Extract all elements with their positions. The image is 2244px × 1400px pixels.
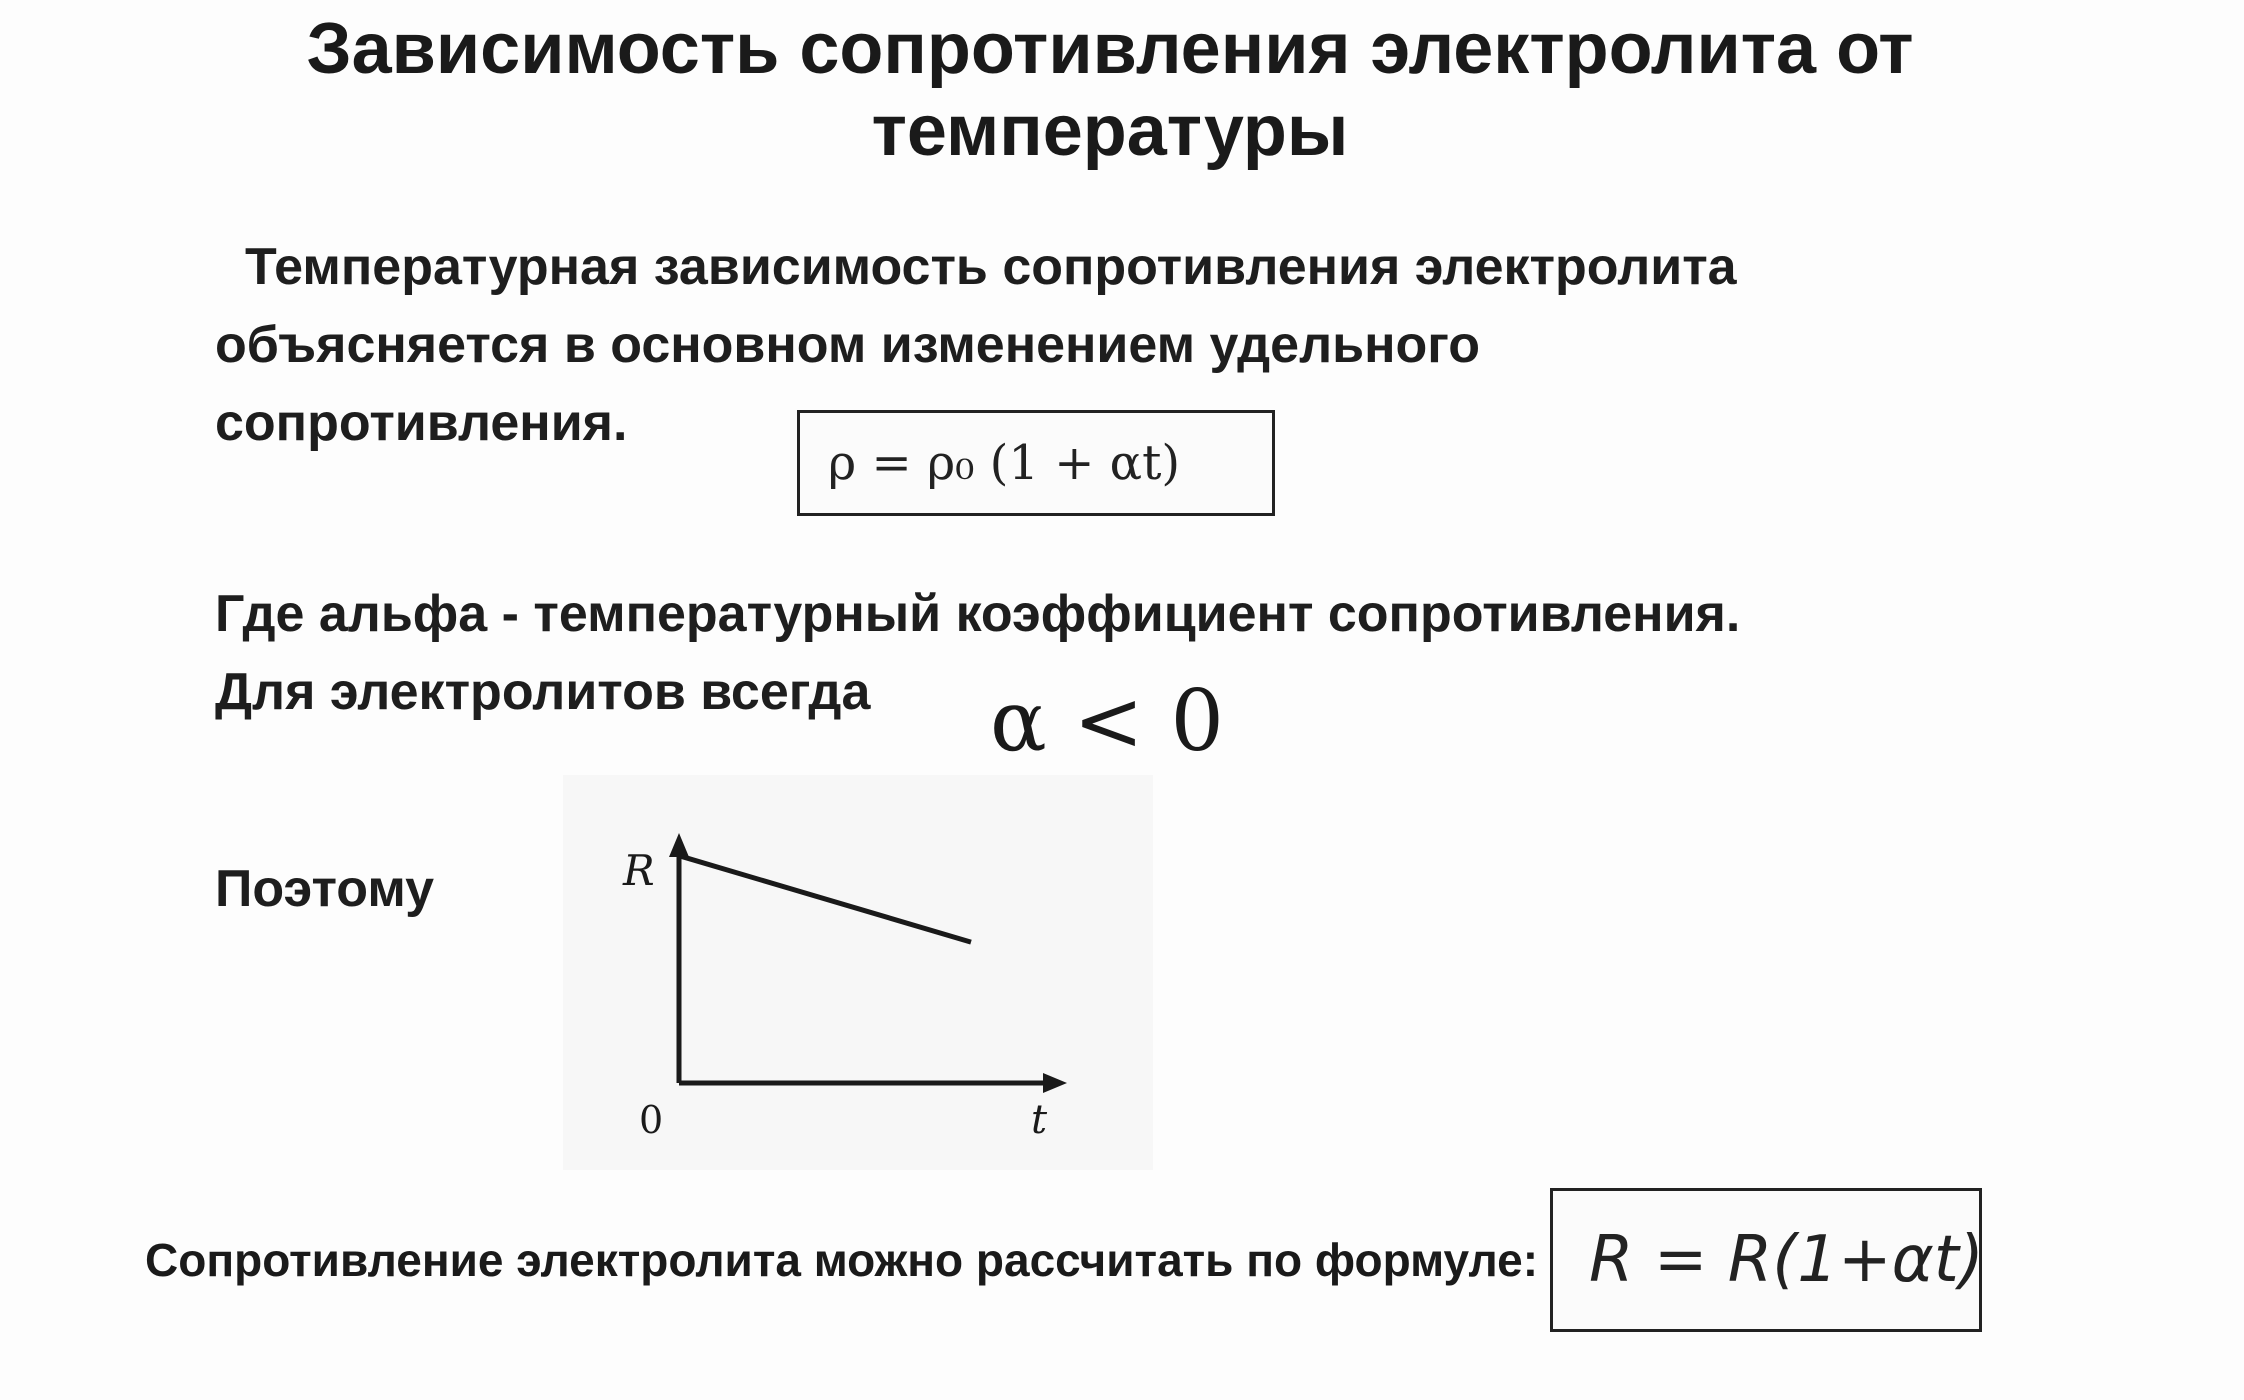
resistance-formula-box [1550, 1188, 1982, 1332]
origin-label: 0 [639, 1098, 664, 1142]
y-axis-label: R [623, 846, 655, 895]
slide-title [140, 8, 2080, 172]
resistivity-formula-box [797, 410, 1275, 516]
x-axis-label: t [1031, 1097, 1048, 1143]
y-axis-arrow [669, 833, 689, 857]
resistance-formula: R = R(1+αt) [1589, 1223, 1984, 1297]
graph-svg [563, 775, 1153, 1170]
alpha-inequality: α < 0 [990, 672, 1224, 770]
series-layer [679, 856, 971, 942]
alpha-line-2: Для электролитов всегда [215, 663, 871, 721]
intro-line-2: объясняется в основном изменением удельного [215, 316, 1481, 374]
series-line-0 [679, 856, 971, 942]
bottom-caption: Сопротивление электролита можно рассчитать по формуле: [145, 1234, 1539, 1286]
slide-title-line-1: Зависимость сопротивления электролита от [306, 9, 1914, 89]
intro-line-3: сопротивления. [215, 394, 628, 452]
therefore-label: Поэтому [215, 860, 435, 918]
alpha-paragraph [215, 575, 1740, 731]
intro-line-1: Температурная зависимость сопротивления электролита [245, 238, 1737, 296]
resistance-temperature-graph [563, 775, 1153, 1170]
x-axis-arrow [1043, 1073, 1067, 1093]
resistivity-formula: ρ = ρ₀ (1 + αt) [828, 435, 1181, 491]
slide-title-line-2: температуры [871, 91, 1349, 171]
alpha-line-1: Где альфа - температурный коэффициент сопротивления. [215, 585, 1741, 643]
